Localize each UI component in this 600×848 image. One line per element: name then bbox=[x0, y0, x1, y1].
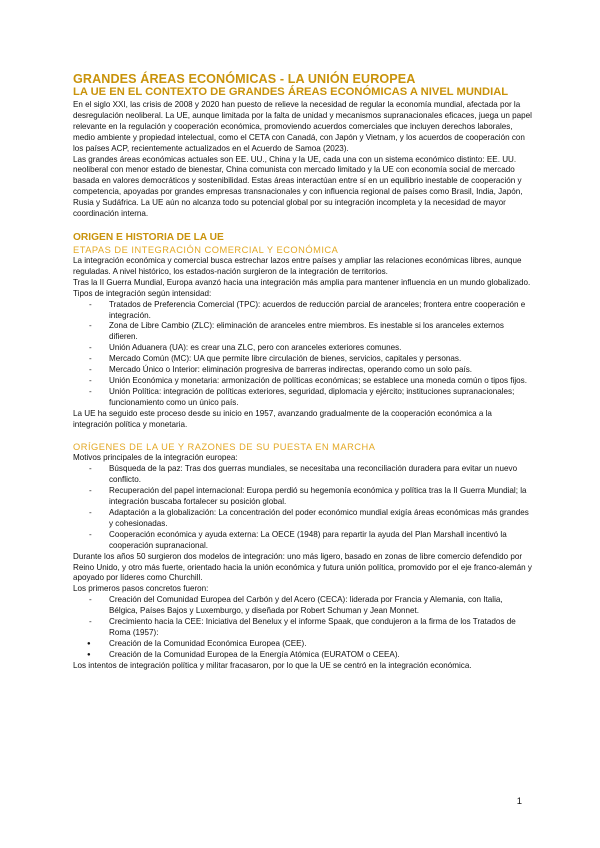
origenes-paragraph-1: Motivos principales de la integración europea: bbox=[73, 453, 238, 463]
intro-paragraph-2: Las grandes áreas económicas actuales son EE. UU., China y la UE, cada una con un sistema económico distinto: EE. UU. neoliberal con menor estado de bienestar, China comunista con mercado limitado y la UE con economía social de mercado basada en valores democráticos y sostenibilidad. Estas áreas interactúan entre sí en un equilibrio inestable de cooperación y competencia, apoyadas por grandes empresas transnacionales y con influencia regional de países como Brasil, India, Japón, Rusia y Sudáfrica. La UE aún no alcanza todo su potencial global por su integración incompleta y la necesidad de mayor coordinación interna. bbox=[73, 154, 523, 219]
list-item: - Cooperación económica y ayuda externa: La OECE (1948) para repartir la ayuda del Plan Marshall incentivó la cooperación supranacional. bbox=[73, 530, 533, 552]
integration-types-list bbox=[73, 300, 533, 409]
list-item: ● Creación de la Comunidad Económica Europea (CEE). bbox=[73, 639, 533, 650]
etapas-paragraph-4: La UE ha seguido este proceso desde su inicio en 1957, avanzando gradualmente de la cooperación económica a la integración política y monetaria. bbox=[73, 408, 492, 429]
intro-paragraph-1: En el siglo XXI, las crisis de 2008 y 2020 han puesto de relieve la necesidad de regular la economía mundial, afectada por la desregulación neoliberal. La UE, aunque limitada por la falta de unidad y mecanismos supranacionales eficaces, juega un papel relevante en la regulación y cooperación económica, promoviendo acuerdos comerciales que incluyen derechos laborales, medio ambiente y propiedad intelectual, como el CETA con Canadá, con Japón y Vietnam, y los acuerdos de cooperación con los países ACP, recientemente actualizados en el Acuerdo de Samoa (2023). bbox=[73, 100, 532, 153]
list-item: - Mercado Común (MC): UA que permite libre circulación de bienes, servicios, capitales y personas. bbox=[73, 354, 533, 365]
document-page bbox=[73, 72, 533, 672]
list-item: - Tratados de Preferencia Comercial (TPC): acuerdos de reducción parcial de aranceles; frontera entre cooperación e integración. bbox=[73, 300, 533, 322]
list-item: - Recuperación del papel internacional: Europa perdió su hegemonía económica y política tras la II Guerra Mundial; la integración buscaba fortalecer su posición global. bbox=[73, 486, 533, 508]
page-number: 1 bbox=[516, 796, 522, 807]
document-subtitle: LA UE EN EL CONTEXTO DE GRANDES ÁREAS ECONÓMICAS A NIVEL MUNDIAL bbox=[73, 86, 509, 98]
origenes-paragraph-2: Durante los años 50 surgieron dos modelos de integración: uno más ligero, basado en zonas de libre comercio defendido por Reino Unido, y otro más fuerte, orientado hacia la unión económica y futura unión política, promovido por el eje franco-alemán y apoyado por líderes como Churchill. bbox=[73, 551, 532, 583]
subheading-etapas: ETAPAS DE INTEGRACIÓN COMERCIAL Y ECONÓMICA bbox=[73, 244, 339, 255]
section-heading-origen: ORIGEN E HISTORIA DE LA UE bbox=[73, 231, 224, 243]
list-item: - Unión Aduanera (UA): es crear una ZLC, pero con aranceles exteriores comunes. bbox=[73, 343, 533, 354]
etapas-paragraph-2: Tras la II Guerra Mundial, Europa avanzó hacia una integración más amplia para mantener influencia en un mundo globalizado. bbox=[73, 277, 531, 287]
document-title: GRANDES ÁREAS ECONÓMICAS - LA UNIÓN EUROPEA bbox=[73, 72, 416, 86]
list-item: - Zona de Libre Cambio (ZLC): eliminación de aranceles entre miembros. Es inestable si los aranceles externos difieren. bbox=[73, 321, 533, 343]
etapas-paragraph-3: Tipos de integración según intensidad: bbox=[73, 288, 212, 298]
list-item: - Crecimiento hacia la CEE: Iniciativa del Benelux y el informe Spaak, que condujeron a la firma de los Tratados de Roma (1957): bbox=[73, 617, 533, 639]
motives-list bbox=[73, 464, 533, 551]
subheading-origenes: ORÍGENES DE LA UE Y RAZONES DE SU PUESTA EN MARCHA bbox=[73, 442, 376, 453]
rome-treaties-list bbox=[73, 639, 533, 661]
origenes-paragraph-4: Los intentos de integración política y militar fracasaron, por lo que la UE se centró en la integración económica. bbox=[73, 660, 472, 670]
origenes-paragraph-3: Los primeros pasos concretos fueron: bbox=[73, 584, 209, 594]
list-item: - Mercado Único o Interior: eliminación progresiva de barreras indirectas, operando como un solo país. bbox=[73, 365, 533, 376]
etapas-paragraph-1: La integración económica y comercial busca estrechar lazos entre países y ampliar las relaciones económicas libres, aunque reguladas. A nivel histórico, los estados-nación surgieron de la integración de territorios. bbox=[73, 255, 522, 276]
list-item: - Adaptación a la globalización: La concentración del poder económico mundial exigía áreas económicas más grandes y cohesionadas. bbox=[73, 508, 533, 530]
list-item: - Unión Política: integración de políticas exteriores, seguridad, diplomacia y ejército; instituciones supranacionales; funcionamiento como un único país. bbox=[73, 387, 533, 409]
list-item: - Creación del Comunidad Europea del Carbón y del Acero (CECA): liderada por Francia y Alemania, con Italia, Bélgica, Países Bajos y Luxemburgo, y diseñada por Robert Schuman y Jean Monnet. bbox=[73, 595, 533, 617]
list-item: ● Creación de la Comunidad Europea de la Energía Atómica (EURATOM o CEEA). bbox=[73, 650, 533, 661]
first-steps-list bbox=[73, 595, 533, 639]
list-item: - Unión Económica y monetaria: armonización de políticas económicas; se establece una moneda común o tipos fijos. bbox=[73, 376, 533, 387]
list-item: - Búsqueda de la paz: Tras dos guerras mundiales, se necesitaba una reconciliación duradera para evitar un nuevo conflicto. bbox=[73, 464, 533, 486]
